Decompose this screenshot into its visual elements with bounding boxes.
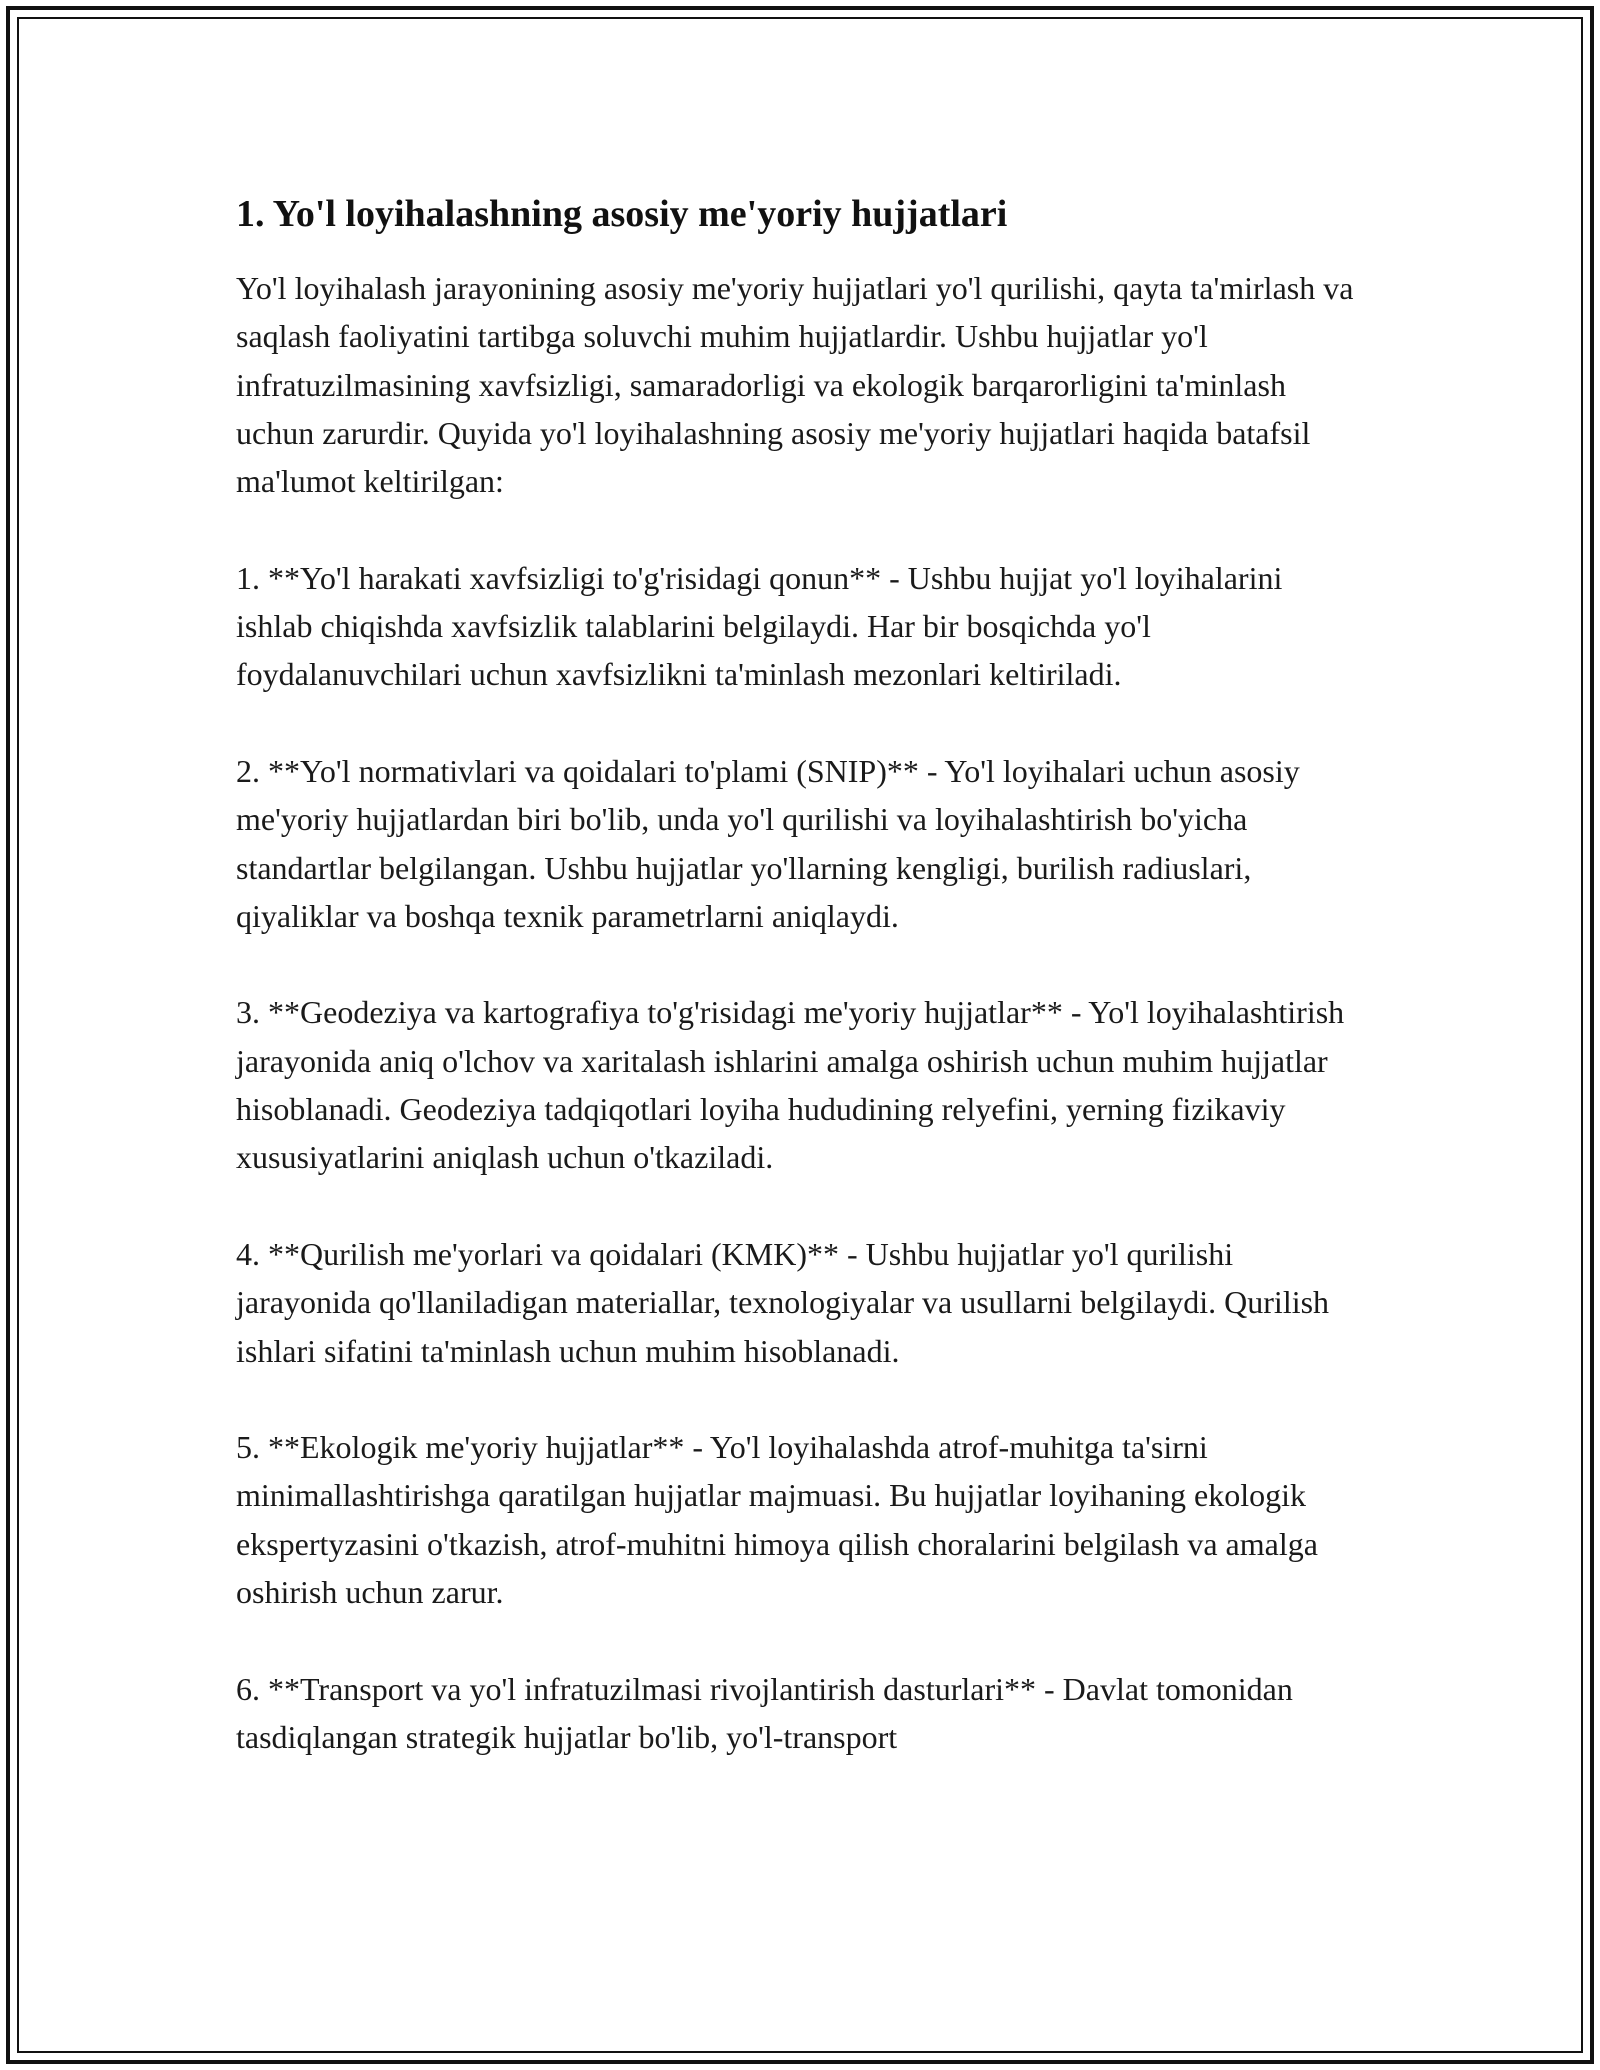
list-item-1: 1. **Yo'l harakati xavfsizligi to'g'risidagi qonun** - Ushbu hujjat yo'l loyihalarini ishlab chiqishda xavfsizlik talablarini belgilaydi. Har bir bosqichda yo'l foydalanuvchilari uchun xavfsizlikni ta'minlash mezonlari keltiriladi. <box>236 559 1283 693</box>
intro-paragraph: Yo'l loyihalash jarayonining asosiy me'yoriy hujjatlari yo'l qurilishi, qayta ta'mirlash va saqlash faoliyatini tartibga soluvchi muhim hujjatlardir. Ushbu hujjatlar yo'l infratuzilmasining xavfsizligi, samaradorligi va ekologik barqarorligini ta'minlash uchun zarurdir. Quyida yo'l loyihalashning asosiy me'yoriy hujjatlari haqida batafsil ma'lumot keltirilgan: <box>236 270 1354 500</box>
list-item-5: 5. **Ekologik me'yoriy hujjatlar** - Yo'l loyihalashda atrof-muhitga ta'sirni minimallashtirishga qaratilgan hujjatlar majmuasi. Bu hujjatlar loyihaning ekologik ekspertyzasini o'tkazish, atrof-muhitni himoya qilish choralarini belgilash va amalga oshirish uchun zarur. <box>236 1429 1318 1611</box>
list-item-2: 2. **Yo'l normativlari va qoidalari to'plami (SNIP)** - Yo'l loyihalari uchun asosiy me'yoriy hujjatlardan biri bo'lib, unda yo'l qurilishi va loyihalashtirish bo'yicha standartlar belgilangan. Ushbu hujjatlar yo'llarning kengligi, burilish radiuslari, qiyaliklar va boshqa texnik parametrlarni aniqlaydi. <box>236 752 1300 934</box>
section-heading: 1. Yo'l loyihalashning asosiy me'yoriy hujjatlari <box>236 193 1008 235</box>
document-body <box>236 190 1366 1761</box>
list-item-4: 4. **Qurilish me'yorlari va qoidalari (KMK)** - Ushbu hujjatlar yo'l qurilishi jarayonida qo'llaniladigan materiallar, texnologiyalar va usullarni belgilaydi. Qurilish ishlari sifatini ta'minlash uchun muhim hisoblanadi. <box>236 1235 1330 1369</box>
list-item-3: 3. **Geodeziya va kartografiya to'g'risidagi me'yoriy hujjatlar** - Yo'l loyihalashtirish jarayonida aniq o'lchov va xaritalash ishlarini amalga oshirish uchun muhim hujjatlar hisoblanadi. Geodeziya tadqiqotlari loyiha hududining relyefini, yerning fizikaviy xususiyatlarini aniqlash uchun o'tkaziladi. <box>236 994 1345 1176</box>
list-item-6: 6. **Transport va yo'l infratuzilmasi rivojlantirish dasturlari** - Davlat tomonidan tasdiqlangan strategik hujjatlar bo'lib, yo'l-transport <box>236 1670 1293 1755</box>
